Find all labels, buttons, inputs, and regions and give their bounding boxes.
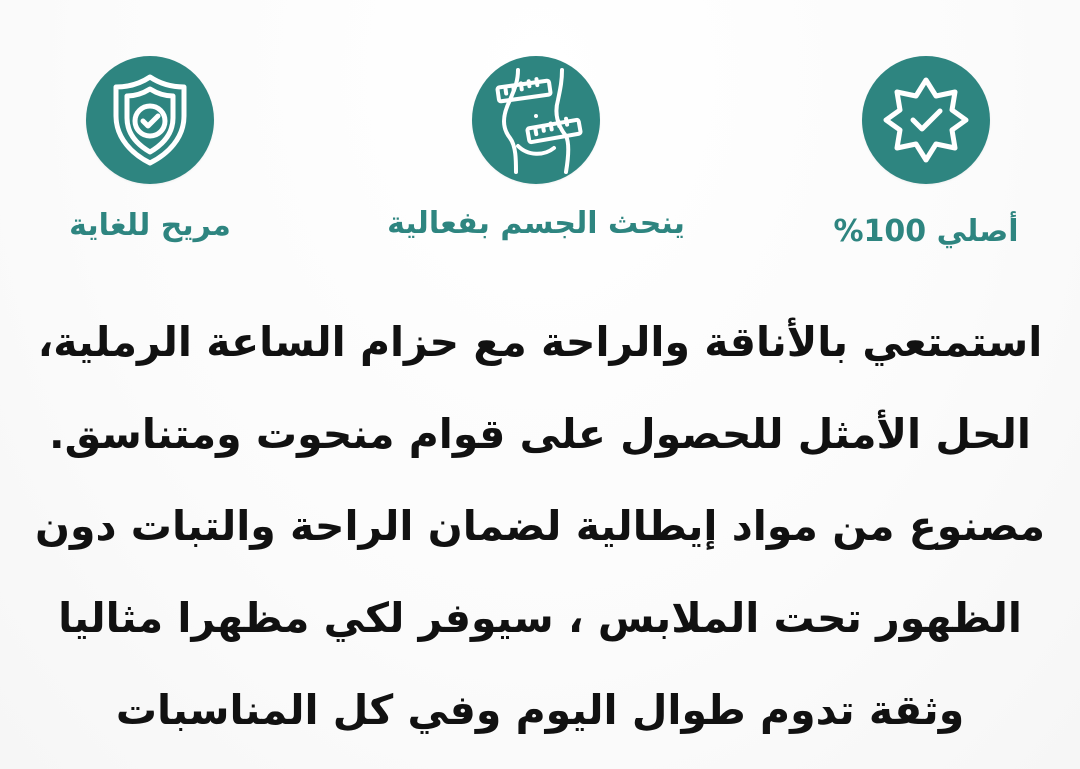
shield-check-icon: [108, 72, 192, 168]
feature-comfort-circle: [86, 56, 214, 184]
feature-original-circle: [862, 56, 990, 184]
feature-original-label: أصلي 100%: [833, 214, 1019, 249]
badge-check-icon: [878, 72, 974, 168]
feature-shaping-label: ينحث الجسم بفعالية: [387, 206, 685, 241]
description-line: استمتعي بالأناقة والراحة مع حزام الساعة الرملية،: [37, 318, 1043, 366]
description-line: وثقة تدوم طوال اليوم وفي كل المناسبات: [115, 686, 965, 734]
waist-measure-icon: [488, 66, 584, 174]
description-line: الحل الأمثل للحصول على قوام منحوت ومتناسق.: [49, 410, 1031, 458]
feature-comfort: [0, 56, 300, 243]
description-line: الظهور تحت الملابس ، سيوفر لكي مظهرا مثاليا: [58, 594, 1022, 642]
feature-shaping-circle: [472, 56, 600, 184]
product-description: [20, 296, 1060, 756]
description-line: مصنوع من مواد إيطالية لضمان الراحة والتبات دون: [34, 502, 1045, 550]
feature-shaping: [386, 56, 686, 241]
feature-original: [776, 56, 1076, 249]
feature-comfort-label: مريح للغاية: [69, 208, 231, 243]
